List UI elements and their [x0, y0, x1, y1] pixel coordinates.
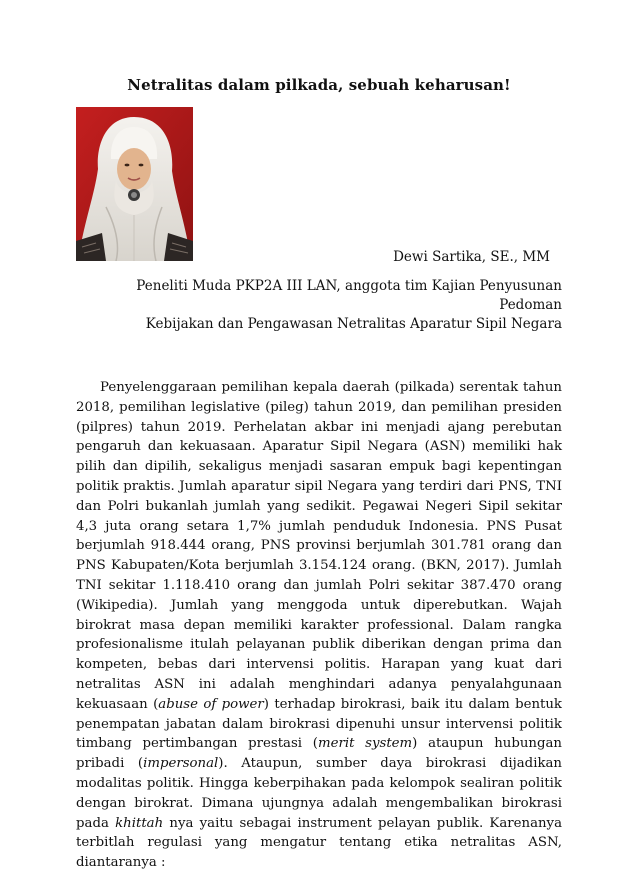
page-title: Netralitas dalam pilkada, sebuah keharusan! — [127, 76, 511, 94]
body-italic-term: khittah — [115, 815, 164, 831]
affiliation-line: Kebijakan dan Pengawasan Netralitas Aparatur Sipil Negara — [145, 316, 562, 332]
author-portrait-image — [76, 107, 193, 261]
body-text-segment: ) terhadap birokrasi, baik itu dalam bentuk penempatan jabatan dalam birokrasi dipenuhi unsur intervensi politik timbang pertimbangan prestasi ( — [76, 696, 562, 752]
body-paragraph — [76, 378, 562, 873]
body-italic-term: merit system — [317, 736, 413, 752]
author-affiliation — [102, 277, 562, 334]
affiliation-line: Peneliti Muda PKP2A III LAN, anggota tim Kajian Penyusunan Pedoman — [136, 278, 562, 313]
body-text-segment: ) ataupun hubungan pribadi ( — [76, 736, 562, 772]
body-text-segment: Penyelenggaraan pemilihan kepala daerah (pilkada) serentak tahun 2018, pemilihan legislative (pileg) tahun 2019, dan pemilihan presiden (pilpres) tahun 2019. Perhelatan akbar ini menjadi ajang perebutan pengaruh dan kekuasaan. Aparatur Sipil Negara (ASN) memiliki hak pilih dan dipilih, sekaligus menjadi sasaran empuk bagi kepentingan politik praktis. Jumlah aparatur sipil Negara yang terdiri dari PNS, TNI dan Polri bukanlah jumlah yang sedikit. Pegawai Negeri Sipil sekitar 4,3 juta orang setara 1,7% jumlah penduduk Indonesia. PNS Pusat berjumlah 918.444 orang, PNS provinsi berjumlah 301.781 orang dan PNS Kabupaten/Kota berjumlah 3.154.124 orang. (BKN, 2017). Jumlah TNI sekitar 1.118.410 orang dan jumlah Polri sekitar 387.470 orang (Wikipedia). Jumlah yang menggoda untuk diperebutkan. Wajah birokrat masa depan memiliki karakter professional. Dalam rangka profesionalisme itulah pelayanan publik diberikan dengan prima dan kompeten, bebas dari intervensi politis. Harapan yang kuat dari netralitas ASN ini adalah menghindari adanya penyalahgunaan kekuasaan ( — [76, 380, 562, 712]
body-text-segment: ). Ataupun, sumber daya birokrasi dijadikan modalitas politik. Hingga keberpihakan pada kelompok sealiran politik dengan birokrat. Dimana ujungnya adalah mengembalikan birokrasi pada — [76, 756, 562, 831]
body-text-segment: nya yaitu sebagai instrument pelayan publik. Karenanya terbitlah regulasi yang mengatur tentang etika netralitas ASN, diantaranya : — [76, 815, 562, 871]
body-italic-term: abuse of power — [158, 696, 264, 712]
author-name: Dewi Sartika, SE., MM — [393, 249, 550, 265]
body-italic-term: impersonal — [143, 756, 219, 772]
author-photo — [76, 107, 193, 261]
